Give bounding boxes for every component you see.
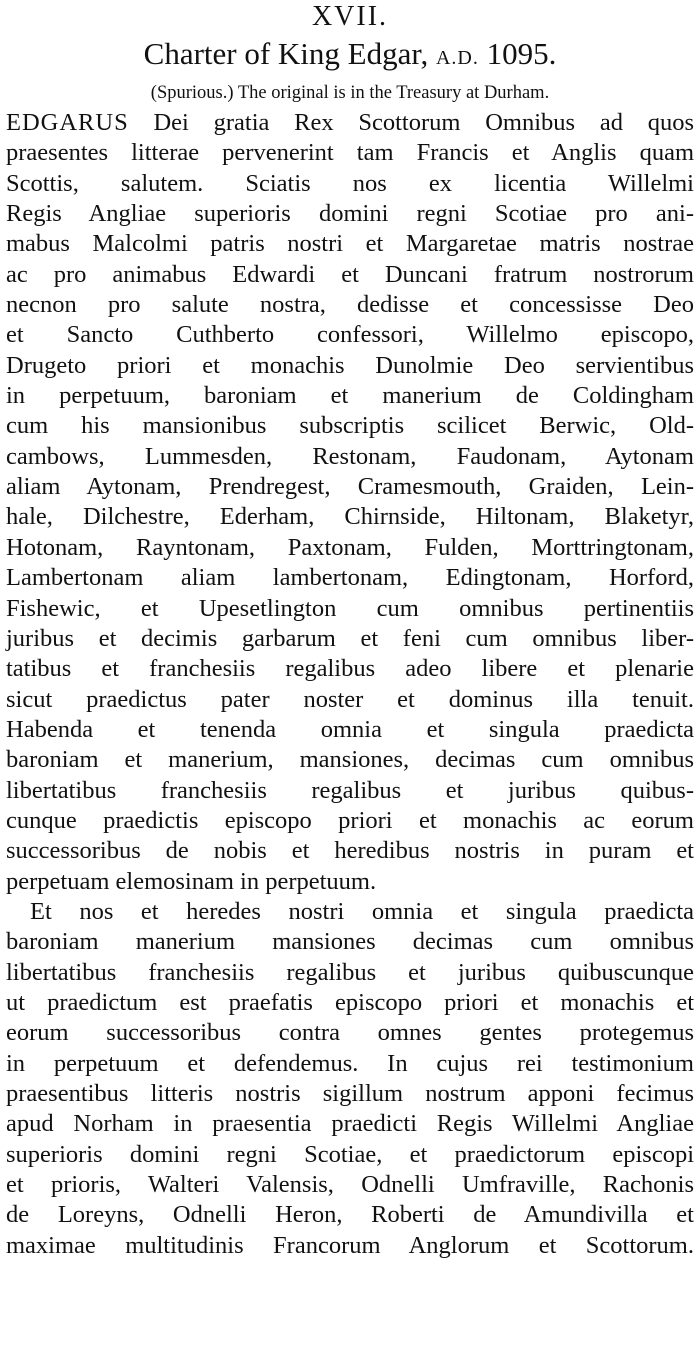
paragraph-1-line-text: Dei gratia Rex Scottorum Omnibus ad quos (128, 109, 694, 136)
paragraph-1-line: perpetuam elemosinam in perpetuum. (6, 867, 377, 895)
paragraph-1-line: necnon pro salute nostra, dedisse et concessisse Deo (6, 291, 694, 319)
paragraph-1-line: cum his mansionibus subscriptis scilicet Berwic, Old- (6, 412, 694, 440)
paragraph-1-line: praesentes litterae pervenerint tam Francis et Anglis quam (6, 139, 694, 167)
paragraph-2-line: ut praedictum est praefatis episcopo priori et monachis et (6, 988, 694, 1016)
paragraph-1-line: Drugeto priori et monachis Dunolmie Deo servientibus (6, 351, 694, 379)
paragraph-1-line: baroniam et manerium, mansiones, decimas cum omnibus (6, 746, 694, 774)
paragraph-1-line: et Sancto Cuthberto confessori, Willelmo episcopo, (6, 321, 694, 349)
paragraph-2-line: maximae multitudinis Francorum Anglorum et Scottorum. (6, 1231, 694, 1259)
opening-word: EDGARUS (6, 109, 129, 136)
paragraph-1-line: juribus et decimis garbarum et feni cum omnibus liber- (6, 624, 694, 652)
paragraph-2-line: eorum successoribus contra omnes gentes protegemus (6, 1019, 694, 1047)
title-year: 1095. (486, 36, 557, 71)
paragraph-1 (6, 108, 694, 897)
paragraph-1-line: Lambertonam aliam lambertonam, Edingtonam, Horford, (6, 564, 694, 592)
paragraph-1-line (6, 108, 694, 138)
source-note: (Spurious.) The original is in the Treasury at Durham. (150, 83, 550, 103)
paragraph-1-line: successoribus de nobis et heredibus nostris in puram et (6, 837, 694, 865)
charter-title (6, 34, 694, 78)
paragraph-2-line: Et nos et heredes nostri omnia et singula praedicta (30, 897, 694, 925)
paragraph-2-line: baroniam manerium mansiones decimas cum omnibus (6, 928, 694, 956)
paragraph-2-line: de Loreyns, Odnelli Heron, Roberti de Amundivilla et (6, 1201, 694, 1229)
paragraph-1-line: libertatibus franchesiis regalibus et juribus quibus- (6, 776, 694, 804)
paragraph-1-line: Habenda et tenenda omnia et singula praedicta (6, 715, 694, 743)
paragraph-1-line: Scottis, salutem. Sciatis nos ex licentia Willelmi (6, 169, 694, 197)
paragraph-1-line: aliam Aytonam, Prendregest, Cramesmouth, Graiden, Lein- (6, 473, 694, 501)
paragraph-1-line: Fishewic, et Upesetlington cum omnibus pertinentiis (6, 594, 694, 622)
paragraph-2-line: et prioris, Walteri Valensis, Odnelli Umfraville, Rachonis (6, 1171, 694, 1199)
paragraph-2-line: superioris domini regni Scotiae, et praedictorum episcopi (6, 1140, 694, 1168)
paragraph-1-line: tatibus et franchesiis regalibus adeo libere et plenarie (6, 655, 694, 683)
paragraph-1-line: cunque praedictis episcopo priori et monachis ac eorum (6, 806, 694, 834)
paragraph-1-line: cambows, Lummesden, Restonam, Faudonam, Aytonam (6, 442, 694, 470)
paragraph-2-line: in perpetuum et defendemus. In cujus rei testimonium (6, 1049, 694, 1077)
paragraph-1-line: mabus Malcolmi patris nostri et Margaretae matris nostrae (6, 230, 694, 258)
paragraph-1-line: Regis Angliae superioris domini regni Scotiae pro ani- (6, 200, 694, 228)
paragraph-1-line: Hotonam, Rayntonam, Paxtonam, Fulden, Morttringtonam, (6, 533, 694, 561)
paragraph-2-line: apud Norham in praesentia praedicti Regis Willelmi Angliae (6, 1110, 694, 1138)
paragraph-1-line: in perpetuum, baroniam et manerium de Coldingham (6, 382, 694, 410)
title-ad: A.D. (435, 47, 479, 69)
paragraph-1-line: hale, Dilchestre, Ederham, Chirnside, Hiltonam, Blaketyr, (6, 503, 694, 531)
paragraph-2-line: libertatibus franchesiis regalibus et juribus quibuscunque (6, 958, 694, 986)
paragraph-2-line: praesentibus litteris nostris sigillum nostrum apponi fecimus (6, 1080, 694, 1107)
charter-number: XVII. (311, 1, 389, 32)
paragraph-2 (6, 897, 694, 1261)
title-main: Charter of King Edgar, (143, 36, 429, 71)
paragraph-1-line: ac pro animabus Edwardi et Duncani fratrum nostrorum (6, 260, 694, 288)
paragraph-1-line: sicut praedictus pater noster et dominus illa tenuit. (6, 685, 694, 713)
